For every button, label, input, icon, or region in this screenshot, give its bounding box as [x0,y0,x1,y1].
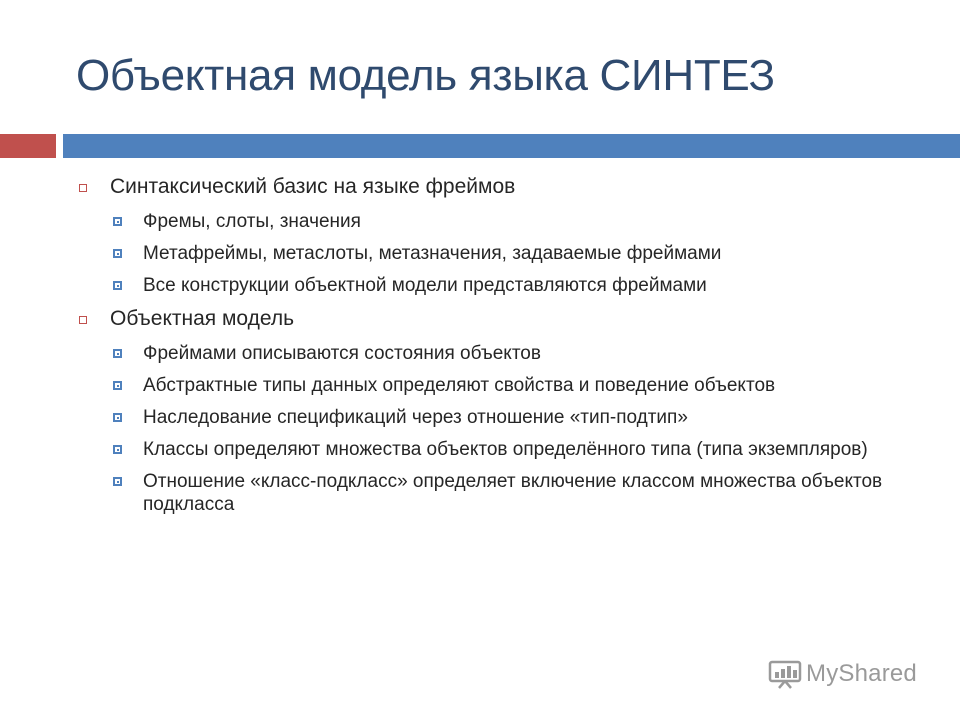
title-underline-accent [0,134,56,158]
square-bullet-icon [113,413,122,422]
bullet-text: Классы определяют множества объектов определённого типа (типа экземпляров) [143,439,868,460]
title-underline-bar [63,134,960,158]
section-object-model [76,305,936,516]
square-bullet-icon [113,477,122,486]
hollow-square-bullet-icon [79,184,87,192]
section-syntax-basis [76,173,936,297]
bullet-text: Все конструкции объектной модели представляются фреймами [143,275,707,296]
bullet-level2 [76,470,936,516]
bullet-level2 [76,374,936,397]
bullet-text: Отношение «класс-подкласс» определяет включение классом множества объектов подкласса [143,471,883,515]
watermark-text: MyShared [806,660,917,687]
bullet-text: Фремы, слоты, значения [143,211,361,232]
square-bullet-icon [113,381,122,390]
hollow-square-bullet-icon [79,316,87,324]
square-bullet-icon [113,445,122,454]
bullet-list [76,170,936,516]
bullet-text: Объектная модель [110,307,295,330]
bullet-level2 [76,406,936,429]
bullet-text: Метафреймы, метаслоты, метазначения, задаваемые фреймами [143,243,722,264]
bullet-level2 [76,210,936,233]
bullet-text: Наследование спецификаций через отношение «тип-подтип» [143,407,688,428]
bullet-text: Синтаксический базис на языке фреймов [110,175,516,198]
myshared-watermark[interactable] [768,656,917,692]
square-bullet-icon [113,281,122,290]
square-bullet-icon [113,349,122,358]
square-bullet-icon [113,217,122,226]
presentation-board-icon [768,659,802,689]
bullet-level2 [76,274,936,297]
bullet-level2 [76,342,936,365]
bullet-text: Фреймами описываются состояния объектов [143,343,541,364]
bullet-level2 [76,242,936,265]
bullet-level1 [76,305,936,333]
bullet-text: Абстрактные типы данных определяют свойства и поведение объектов [143,375,776,396]
slide-title: Объектная модель языка СИНТЕЗ [76,51,775,100]
square-bullet-icon [113,249,122,258]
bullet-level1 [76,173,936,201]
bullet-level2 [76,438,936,461]
